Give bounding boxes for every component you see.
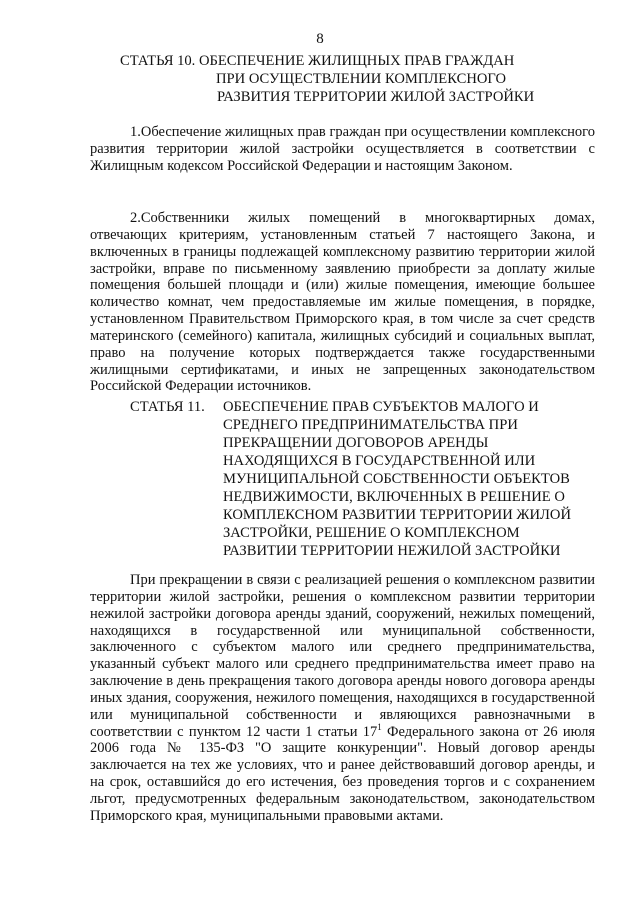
footnote-superscript: 1 [377,721,382,732]
article-11-title-line: МУНИЦИПАЛЬНОЙ СОБСТВЕННОСТИ ОБЪЕКТОВ [223,471,570,487]
article-11-label: СТАТЬЯ 11. [130,399,205,415]
article-11-title-line: НАХОДЯЩИХСЯ В ГОСУДАРСТВЕННОЙ ИЛИ [223,453,536,469]
article-10-title-line: СТАТЬЯ 10. ОБЕСПЕЧЕНИЕ ЖИЛИЩНЫХ ПРАВ ГРАЖДАН [120,53,515,69]
article-10-paragraph-2: 2.Собственники жилых помещений в многоквартирных домах, отвечающих критериям, установленным статьей 7 настоящего Закона, и включенных в границы подлежащей комплексному развитию территории жилой застройки, вправе по письменному заявлению приобрести за доплату жилые помещения большей площади и (или) жилые помещения, имеющие большее количество комнат, чем предоставляемые им жилые помещения, в порядке, установленном Правительством Приморского края, в том числе за счет средств материнского (семейного) капитала, жилищных субсидий и социальных выплат, право на получение которых подтверждается также государственными жилищными сертификатами, и иных не запрещенных законодательством Российской Федерации источников. [90,210,595,395]
article-11-title [223,398,603,560]
article-11-title-line: НЕДВИЖИМОСТИ, ВКЛЮЧЕННЫХ В РЕШЕНИЕ О [223,489,565,505]
article-11-title-line: РАЗВИТИИ ТЕРРИТОРИИ НЕЖИЛОЙ ЗАСТРОЙКИ [223,543,561,559]
article-11-title-line: ЗАСТРОЙКИ, РЕШЕНИЕ О КОМПЛЕКСНОМ [223,525,520,541]
article-11-paragraph [90,572,595,825]
article-10-paragraph-1: 1.Обеспечение жилищных прав граждан при осуществлении комплексного развития территории жилой застройки осуществляется в соответствии с Жилищным кодексом Российской Федерации и настоящим Законом. [90,124,595,174]
page-number: 8 [316,31,324,47]
article-11-paragraph-text: При прекращении в связи с реализацией решения о комплексном развитии территории жилой застройки, решения о комплексном развитии территории нежилой застройки договора аренды зданий, сооружений, нежилых помещений, находящихся в государственной или муниципальной собственности, заключенного с субъектом малого или среднего предпринимательства, указанный субъект малого или среднего предпринимательства имеет право на заключение в день прекращения такого договора аренды нового договора аренды иных здания, сооружения, нежилого помещения, находящихся в государственной или муниципальной собственности и являющихся равнозначными в соответствии с пунктом 12 части 1 статьи 17 [90,572,595,740]
article-10-title-line: ПРИ ОСУЩЕСТВЛЕНИИ КОМПЛЕКСНОГО [216,71,507,87]
article-11-title-line: ПРЕКРАЩЕНИИ ДОГОВОРОВ АРЕНДЫ [223,435,489,451]
article-11-title-line: СРЕДНЕГО ПРЕДПРИНИМАТЕЛЬСТВА ПРИ [223,417,518,433]
article-11-paragraph-text-continued: Федерального закона от 26 июля 2006 года № 135-ФЗ "О защите конкуренции". Новый договор аренды заключается на тех же условиях, что и ранее действовавший договор аренды, и на срок, оставшийся до его истечения, без проведения торгов и с сохранением льгот, предусмотренных федеральным законодательством, законодательством Приморского края, муниципальными правовыми актами. [90,723,595,824]
article-11-title-line: КОМПЛЕКСНОМ РАЗВИТИИ ТЕРРИТОРИИ ЖИЛОЙ [223,507,571,523]
article-10-title [120,52,560,106]
article-10-title-line: РАЗВИТИЯ ТЕРРИТОРИИ ЖИЛОЙ ЗАСТРОЙКИ [217,89,535,105]
article-11-title-line: ОБЕСПЕЧЕНИЕ ПРАВ СУБЪЕКТОВ МАЛОГО И [223,399,539,415]
